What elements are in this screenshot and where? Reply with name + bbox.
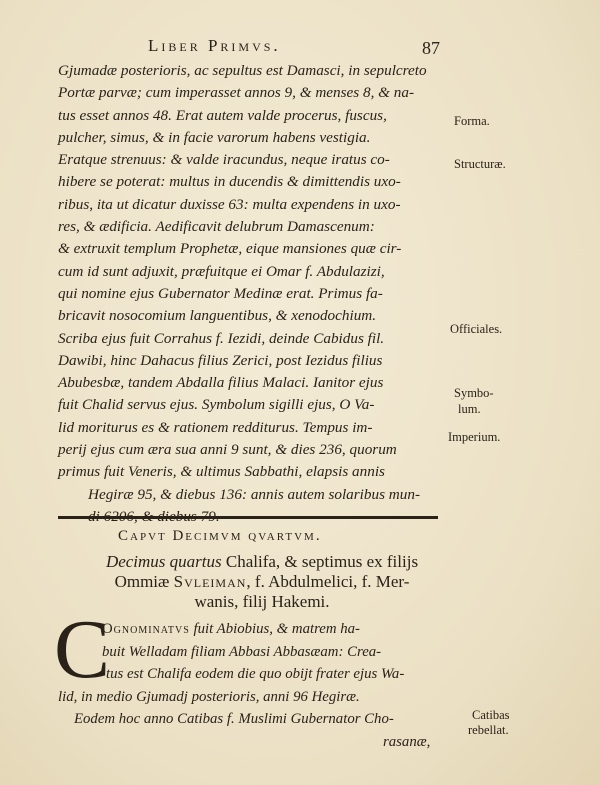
- text-line: Hegiræ 95, & diebus 136: annis autem solaribus mun-: [88, 485, 421, 503]
- text-line: Eodem hoc anno Catibas f. Muslimi Gubernator Cho-: [74, 711, 394, 727]
- margin-note-symbolum: Symbo-: [454, 386, 494, 400]
- subtitle-italic: Decimus quartus: [105, 552, 222, 571]
- chapter-text: [58, 663, 458, 753]
- subtitle-text: Ommiæ: [114, 572, 174, 591]
- running-head: Liber Primvs.: [148, 36, 281, 55]
- text-line: [102, 618, 462, 641]
- page-number: 87: [422, 38, 440, 58]
- text-line: tus est Chalifa eodem die quo obijt frater ejus Wa-: [106, 666, 405, 682]
- margin-note-structurae: Structuræ.: [454, 157, 506, 171]
- chapter-subtitle: [72, 552, 452, 612]
- subtitle-text: wanis, filij Hakemi.: [194, 592, 330, 611]
- text-line: Gjumadæ posterioris, ac sepultus est Damasci, in sepulcreto: [58, 62, 427, 79]
- text-line: res, & ædificia. Aedificavit delubrum Damascenum:: [58, 218, 375, 236]
- chapter-text-indented: [102, 618, 462, 663]
- margin-note-symbolum-cont: lum.: [458, 402, 481, 416]
- text-line: Scriba ejus fuit Corrahus f. Iezidi, deinde Cabidus fil.: [58, 329, 385, 347]
- text-line: lid moriturus es & rationem redditurus. Tempus im-: [58, 418, 373, 436]
- text-smallcaps: Ognominatvs: [102, 621, 190, 637]
- text-line: Portæ parvæ; cum imperasset annos 9, & menses 8, & na-: [58, 84, 415, 102]
- chapter-heading: Capvt Decimvm qvartvm.: [118, 528, 322, 544]
- subtitle-text: Chalifa, & septimus ex filijs: [221, 552, 419, 571]
- text-line: qui nomine ejus Gubernator Medinæ erat. Primus fa-: [58, 284, 383, 302]
- text-line: hibere se poterat: multus in ducendis & dimittendis uxo-: [58, 173, 401, 191]
- text-line: primus fuit Veneris, & ultimus Sabbathi, elapsis annis: [58, 463, 385, 481]
- text-line: fuit Chalid servus ejus. Symbolum sigilli ejus, O Va-: [58, 396, 375, 414]
- text-line: & extruxit templum Prophetæ, eique mansiones quæ cir-: [58, 240, 402, 258]
- margin-note-officiales: Officiales.: [450, 322, 503, 336]
- drop-cap: C: [54, 603, 111, 696]
- body-text: [58, 60, 450, 528]
- text-line: cum id sunt adjuxit, præfuitque ei Omar f. Abdulazizi,: [58, 262, 385, 280]
- subtitle-text: , f. Abdulmelici, f. Mer-: [246, 572, 410, 591]
- margin-note-catibas: Catibas: [472, 708, 510, 722]
- text-run: fuit Abiobius, & matrem ha-: [189, 621, 360, 637]
- text-line: bricavit nosocomium languentibus, & xenodochium.: [58, 307, 377, 325]
- text-line: pulcher, simus, & in facie varorum habens vestigia.: [58, 128, 371, 146]
- margin-note-imperium: Imperium.: [448, 430, 501, 444]
- text-line: buit Welladam filiam Abbasi Abbasæam: Crea-: [102, 643, 382, 660]
- text-line: ribus, ita ut dicatur duxisse 63: multa expendens in uxo-: [58, 195, 401, 213]
- text-line: Eratque strenuus: & valde iracundus, neque iratus co-: [58, 151, 390, 169]
- text-line: perij ejus cum æra sua anni 9 sunt, & dies 236, quorum: [58, 441, 397, 459]
- subtitle-name: Svleiman: [173, 572, 247, 591]
- margin-note-forma: Forma.: [454, 114, 490, 128]
- text-line: lid, in medio Gjumadj posterioris, anni 96 Hegiræ.: [58, 688, 360, 705]
- text-line: tus esset annos 48. Erat autem valde procerus, fuscus,: [58, 106, 387, 124]
- text-line: Abubesbæ, tandem Abdalla filius Malaci. Ianitor ejus: [58, 374, 384, 392]
- margin-note-catibas-cont: rebellat.: [468, 723, 509, 737]
- text-line: rasanæ,: [383, 733, 431, 750]
- text-line: Dawibi, hinc Dahacus filius Zerici, post Iezidus filius: [58, 351, 383, 369]
- section-divider: [58, 516, 438, 519]
